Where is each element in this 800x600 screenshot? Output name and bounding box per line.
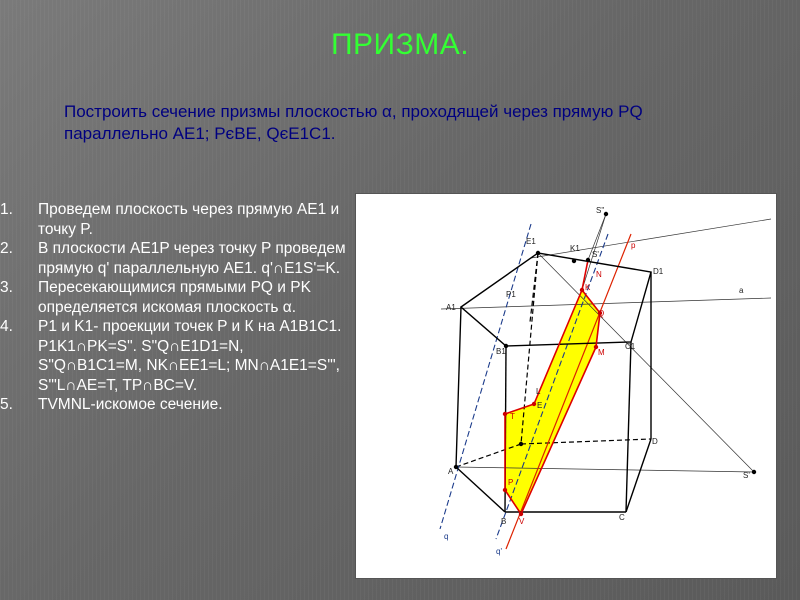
label-s-right: S' (743, 471, 750, 480)
label-p1: P1 (506, 290, 516, 299)
solution-steps (0, 200, 350, 415)
point-n (580, 288, 584, 292)
point-a (454, 465, 458, 469)
step-number: 2. (0, 240, 13, 257)
point-s-right (752, 470, 756, 474)
label-b: B (501, 517, 507, 526)
prism-figure (356, 194, 776, 578)
point-e1 (536, 251, 540, 255)
step-text: P1 и K1- проекции точек P и К на A1B1C1. P1K1∩PK=S". S"Q∩E1D1=N, S"Q∩B1C1=M, NK∩EE1=L; MN∩A1E1=S'", S'"L∩AE=T, TP∩BC=V. (38, 318, 342, 394)
step-number: 1. (0, 201, 13, 218)
step-text: В плоскости AE1P через точку P проведем прямую q' параллельную AE1. q'∩E1S'=K. (38, 240, 346, 277)
label-q-line: q (444, 532, 449, 541)
step-text: Проведем плоскость через прямую AE1 и точку P. (38, 201, 340, 238)
label-a: a (739, 286, 744, 295)
label-k: K (585, 283, 591, 292)
label-s-double: S" (596, 206, 605, 215)
label-e1: E1 (526, 237, 536, 246)
label-l: L (536, 387, 541, 396)
label-d: D (652, 437, 658, 446)
label-a-bottom: A (448, 467, 454, 476)
label-p-line: p (631, 241, 636, 250)
step-item (0, 239, 350, 278)
section-polygon (505, 290, 600, 514)
figure-points (454, 212, 756, 516)
task-statement: Построить сечение призмы плоскостью α, проходящей через прямую PQ параллельно AE1; PєBE, QєE1C1. (64, 102, 643, 143)
point-l (532, 402, 536, 406)
point-v (519, 512, 523, 516)
step-number: 4. (0, 318, 13, 335)
step-number: 5. (0, 396, 13, 413)
label-q: Q (598, 309, 605, 318)
step-item (0, 278, 350, 317)
label-a1: A1 (446, 303, 456, 312)
point-p (503, 488, 507, 492)
label-c1: C1 (625, 342, 636, 351)
label-n: N (596, 270, 602, 279)
label-b1: B1 (496, 347, 506, 356)
step-text: TVMNL-искомое сечение. (38, 396, 223, 413)
figure-labels (444, 206, 750, 556)
label-q-prime-line: q' (496, 547, 502, 556)
step-text: Пересекающимися прямыми PQ и PK определяется искомая плоскость α. (38, 279, 311, 316)
point-t (503, 412, 507, 416)
line-p (506, 234, 631, 549)
step-item (0, 317, 350, 395)
point-s-double (604, 212, 608, 216)
point-k1 (572, 259, 576, 263)
label-t: T (510, 412, 515, 421)
label-k1: K1 (570, 244, 580, 253)
label-p: P (508, 478, 514, 487)
step-item (0, 200, 350, 239)
label-v: V (519, 517, 525, 526)
point-e (519, 442, 523, 446)
label-m: M (598, 348, 605, 357)
label-e: E (537, 401, 543, 410)
prism-drawing (356, 194, 776, 578)
step-number: 3. (0, 279, 13, 296)
step-item (0, 395, 350, 415)
label-d1: D1 (653, 267, 664, 276)
point-s-prime (586, 258, 590, 262)
label-c: C (619, 513, 625, 522)
slide-title: ПРИЗМА. (330, 28, 470, 61)
label-s-prime: S' (592, 250, 599, 259)
